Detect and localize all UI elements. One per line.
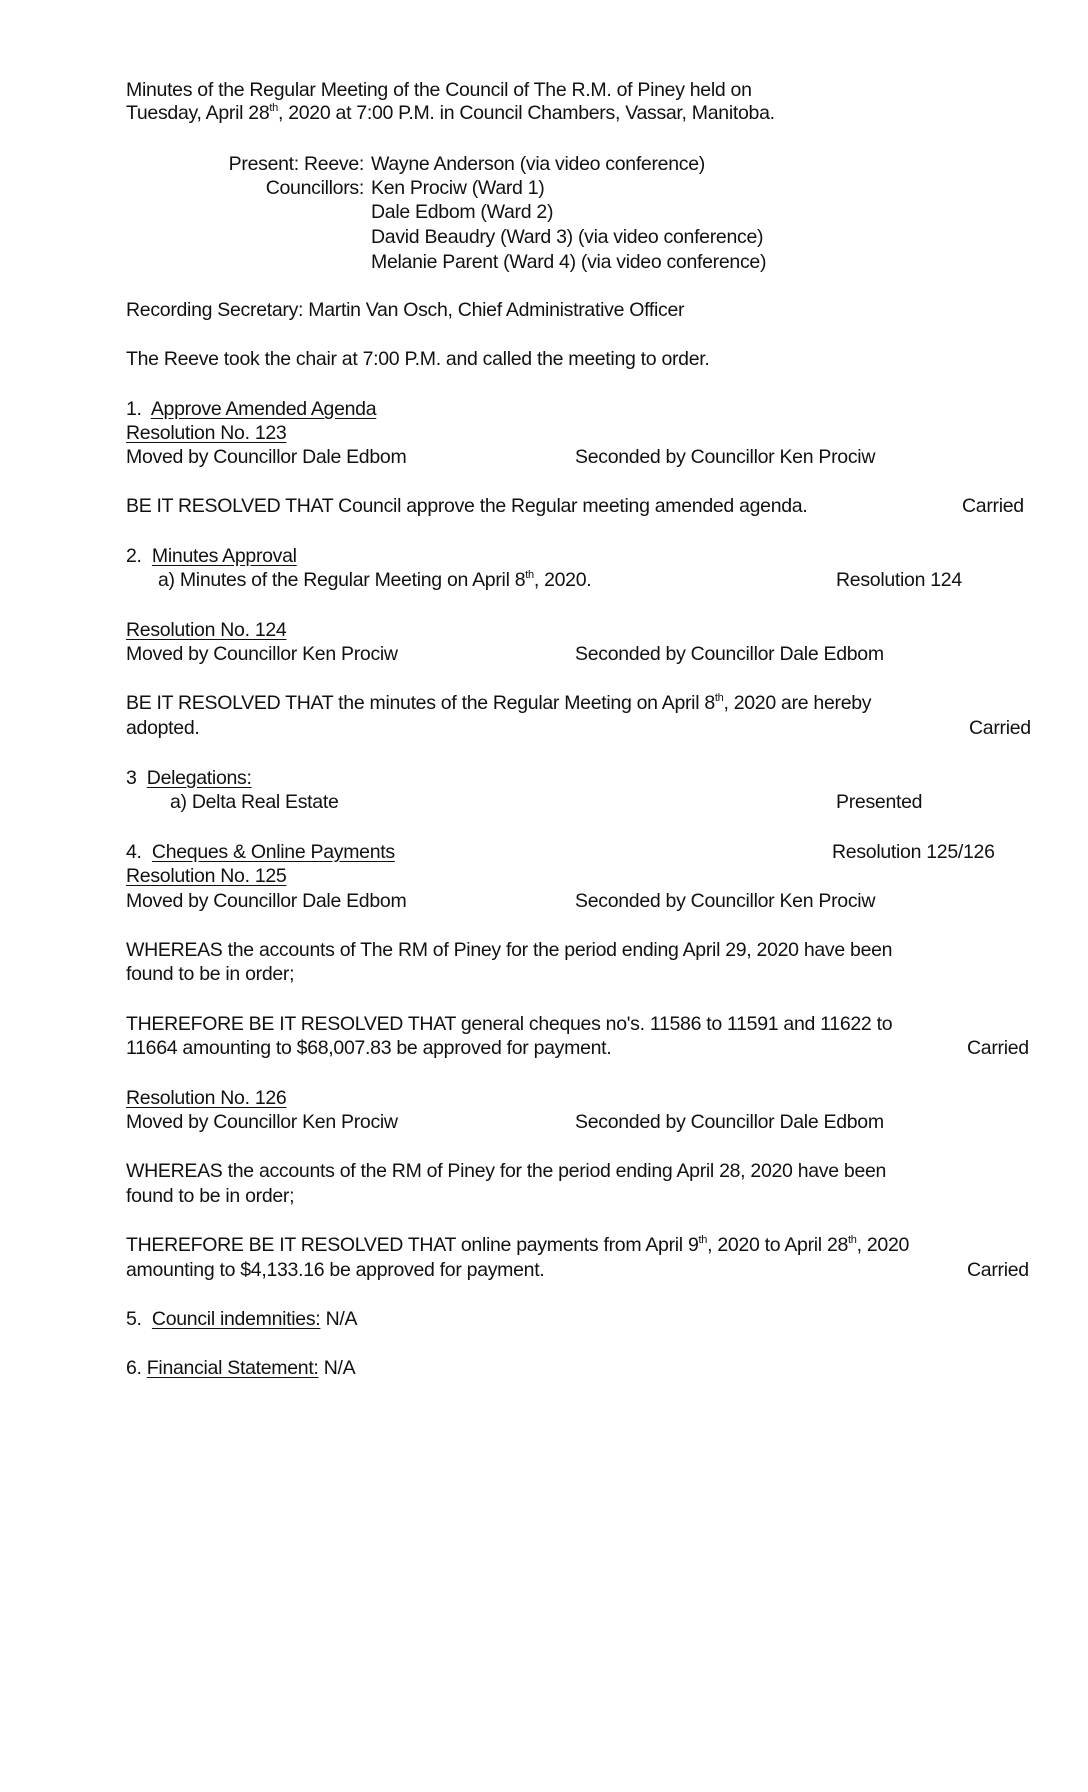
item-5-title: Council indemnities: xyxy=(151,1308,321,1330)
resolution-123-seconded: Seconded by Councillor Ken Prociw xyxy=(575,446,876,468)
resolution-124-label: Resolution No. 124 xyxy=(126,619,287,641)
resolution-124-seconded: Seconded by Councillor Dale Edbom xyxy=(575,643,884,665)
item-6-title: Financial Statement: xyxy=(146,1357,319,1379)
councillor-4: Melanie Parent (Ward 4) (via video conference) xyxy=(371,251,767,273)
reeve-label: Present: Reeve: xyxy=(228,153,364,175)
resolution-123-text: BE IT RESOLVED THAT Council approve the Regular meeting amended agenda. xyxy=(126,495,808,517)
item-6: 6. Financial Statement: N/A xyxy=(126,1357,356,1379)
resolution-125-seconded: Seconded by Councillor Ken Prociw xyxy=(575,890,876,912)
item-6-value: N/A xyxy=(323,1357,356,1379)
item-3-sub: a) Delta Real Estate xyxy=(170,791,339,813)
councillor-3: David Beaudry (Ward 3) (via video conference) xyxy=(371,226,764,248)
resolution-126-whereas-2: found to be in order; xyxy=(126,1185,295,1207)
resolution-126-whereas-1: WHEREAS the accounts of the RM of Piney for the period ending April 28, 2020 have been xyxy=(126,1160,887,1182)
item-5: 5. Council indemnities: N/A xyxy=(126,1308,358,1330)
resolution-123-moved: Moved by Councillor Dale Edbom xyxy=(126,446,407,468)
councillor-2: Dale Edbom (Ward 2) xyxy=(371,201,554,223)
councillors-label: Councillors: xyxy=(265,177,364,199)
resolution-126-moved: Moved by Councillor Ken Prociw xyxy=(126,1111,398,1133)
item-4-title: Cheques & Online Payments xyxy=(151,841,395,863)
item-3-title: Delegations: xyxy=(146,767,252,789)
item-2-sub-ref: Resolution 124 xyxy=(836,569,962,591)
resolution-125-therefore-2: 11664 amounting to $68,007.83 be approved for payment. xyxy=(126,1037,612,1059)
resolution-125-whereas-1: WHEREAS the accounts of The RM of Piney for the period ending April 29, 2020 have been xyxy=(126,939,893,961)
item-1-heading: 1. Approve Amended Agenda xyxy=(126,398,377,420)
item-1-title: Approve Amended Agenda xyxy=(150,398,377,420)
resolution-126-status: Carried xyxy=(967,1259,1029,1281)
item-3-sub-status: Presented xyxy=(836,791,923,813)
resolution-124-status: Carried xyxy=(969,717,1031,739)
resolution-124-text: BE IT RESOLVED THAT the minutes of the Regular Meeting on April 8th, 2020 are hereby xyxy=(126,692,872,714)
resolution-123-label: Resolution No. 123 xyxy=(126,422,287,444)
item-4-ref: Resolution 125/126 xyxy=(832,841,995,863)
item-4-heading: 4. Cheques & Online Payments xyxy=(126,841,395,863)
resolution-125-whereas-2: found to be in order; xyxy=(126,963,295,985)
resolution-126-label: Resolution No. 126 xyxy=(126,1087,287,1109)
recording-secretary: Recording Secretary: Martin Van Osch, Chief Administrative Officer xyxy=(126,299,685,321)
item-2-sub: a) Minutes of the Regular Meeting on April 8th, 2020. xyxy=(158,569,592,591)
item-5-value: N/A xyxy=(325,1308,358,1330)
reeve-name: Wayne Anderson (via video conference) xyxy=(371,153,705,175)
resolution-124-moved: Moved by Councillor Ken Prociw xyxy=(126,643,398,665)
resolution-123-status: Carried xyxy=(962,495,1024,517)
item-2-heading: 2. Minutes Approval xyxy=(126,545,297,567)
call-to-order: The Reeve took the chair at 7:00 P.M. and called the meeting to order. xyxy=(126,348,710,370)
resolution-125-moved: Moved by Councillor Dale Edbom xyxy=(126,890,407,912)
resolution-126-therefore-1: THEREFORE BE IT RESOLVED THAT online payments from April 9th, 2020 to April 28th, 2020 xyxy=(126,1234,910,1256)
resolution-126-therefore-2: amounting to $4,133.16 be approved for payment. xyxy=(126,1259,545,1281)
item-2-title: Minutes Approval xyxy=(151,545,297,567)
header-line-2: Tuesday, April 28th, 2020 at 7:00 P.M. in Council Chambers, Vassar, Manitoba. xyxy=(126,102,775,124)
header-line-1: Minutes of the Regular Meeting of the Council of The R.M. of Piney held on xyxy=(126,79,752,101)
resolution-125-therefore-1: THEREFORE BE IT RESOLVED THAT general cheques no's. 11586 to 11591 and 11622 to xyxy=(126,1013,893,1035)
resolution-125-status: Carried xyxy=(967,1037,1029,1059)
item-3-heading: 3 Delegations: xyxy=(126,767,252,789)
resolution-125-label: Resolution No. 125 xyxy=(126,865,287,887)
resolution-126-seconded: Seconded by Councillor Dale Edbom xyxy=(575,1111,884,1133)
resolution-124-text-2: adopted. xyxy=(126,717,200,739)
councillor-1: Ken Prociw (Ward 1) xyxy=(371,177,545,199)
